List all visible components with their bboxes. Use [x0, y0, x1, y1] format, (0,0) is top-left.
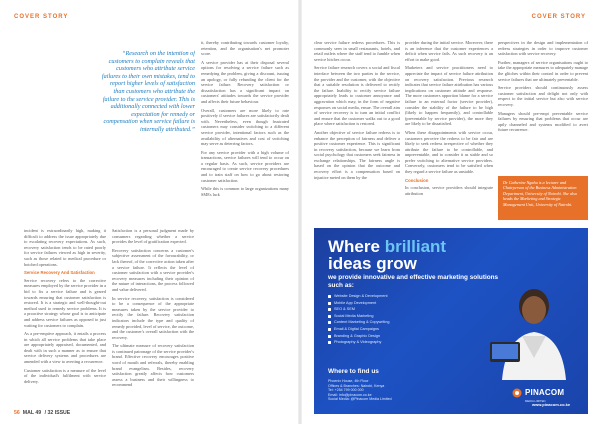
advertisement[interactable]	[314, 228, 588, 414]
paragraph: As a pre-emptive approach, it entails a process in which all service problems that take place are appropriately appraised, documented, and dealt with in such a manner as to ensure that service delivery systems and procedures are amended with a view to averting a recurrence.	[24, 331, 106, 365]
ad-website-link[interactable]: www.pinacom.co.ke	[532, 402, 571, 407]
paragraph: Service recovery refers to the corrective measures employed by the service provider in a bid to fix a service failure and is geared towards ensuring that customer satisfaction is restored. It is a strategic and well-thought-out method used to remedy service problems. It is a proactive strategy whose goal is to anticipate and address service failures as opposed to just waiting for customers to complain.	[24, 277, 106, 328]
brand-text	[525, 382, 564, 404]
left-column-2	[112, 228, 194, 408]
paragraph: Satisfaction is a personal judgment made by consumers regarding whether a service provides the level of gratification expected.	[112, 228, 194, 245]
paragraph: clear service failure redress procedures. This is commonly seen in small restaurants, hotels, and retail outlets where the staff tend to fumble when service hitches occur.	[314, 40, 400, 62]
paragraph: A service provider has at their disposal several options for resolving a service failure such as remedying the problem, giving a discount, issuing an apology, or fully refunding the client for the service failure. Recovery satisfaction or dissatisfaction has a significant impact on customers' attitudes towards the service provider and affects their future behaviour.	[201, 59, 289, 104]
right-column-1	[314, 40, 400, 210]
ad-headline	[328, 238, 446, 272]
check-icon	[328, 341, 331, 344]
contact-line: Phoenix House, 4th Floor	[328, 379, 369, 383]
list-item: Website Design & Development	[328, 294, 478, 299]
magazine-name: MAL 49	[22, 410, 42, 416]
paragraph: Service failure research covers a social and fiscal interface between the two parties to the service, the provider and the customer, with the objective that a suitable resolution is delivered to rectify the failure. Inability to rectify service failure appropriately leads to customer annoyance and aggravation which may, in the form of negative responses on social media, ensue. The overall aim of service recovery is to turn an initial conflict and ensure that the customer walks out to a good place where satisfaction is restored.	[314, 65, 400, 127]
list-item: Social Media Marketing	[328, 314, 478, 319]
ad-subheading: we provide innovative and effective marketing solutions such as:	[328, 274, 499, 289]
ad-services-list	[328, 294, 478, 347]
section-label-right: COVER STORY	[531, 14, 586, 20]
paragraph: For any service provider with a high volume of transactions, service failures will tend to occur on a regular basis. As such, service providers are encouraged to create service recovery procedures and to train staff on how to go about restoring customer satisfaction.	[201, 149, 289, 183]
paragraph: Marketers and service practitioners need to appreciate the impact of service failure attribution on recovery satisfaction. Previous research indicates that service failure attribution has various implications on customer attitude and response. The more customers apportion blame for a service failure to an external factor (service provider), consider the stability of the failure to be high (likely to happen frequently), and controllable (preventable by service provider), the more they are likely to be dissatisfied.	[405, 65, 493, 127]
subheading: Service Recovery And Satisfaction	[24, 270, 95, 276]
paragraph: Customer satisfaction is a measure of the level of the individual's fulfilment with service delivery.	[24, 367, 106, 384]
paragraph: Overall, customers are more likely to rate positively if service failures are satisfactorily dealt with. Nevertheless, even though frustrated customers may consider switching to a different service provider, intentional factors such as the availability of alternatives and cost of switching may serve as deterring factors.	[201, 107, 289, 147]
brand-tagline: MEDIA LIMITED	[525, 399, 546, 403]
ad-contact-block	[328, 379, 498, 402]
ad-headline-line2: ideas grow	[328, 254, 417, 273]
list-item: Branding & Graphic Design	[328, 334, 478, 339]
check-icon	[328, 315, 331, 318]
paragraph: In service recovery, satisfaction is considered to be a consequence of the appropriate measures taken by the service provider to rectify the failure. Recovery satisfaction indicators include the type and quality of remedy provided, level of service, the outcome, and the customer's overall satisfaction with the recovery.	[112, 295, 194, 340]
ad-headline-highlight: brilliant	[384, 237, 447, 256]
list-item: Email & Digital Campaigns	[328, 327, 478, 332]
contact-line: Tel: +254 799 000 000	[328, 388, 364, 393]
subheading: Conclusion	[405, 177, 429, 183]
list-item: Content Marketing & Copywriting	[328, 320, 478, 325]
section-label-left: COVER STORY	[14, 14, 69, 20]
check-icon	[328, 302, 331, 305]
paragraph: provider during the initial service. Moreover, there is an inference that the customer experiences a deficit when service fails. As such recovery is an effort to make good.	[405, 40, 493, 62]
paragraph: Further, managers of service organisations ought to take the appropriate measures to adequately manage the glitches within their control in order to prevent service failures that are ultimately preventable.	[498, 59, 588, 82]
contact-line: Offices & Branches: Nairobi, Kenya	[328, 383, 385, 388]
paragraph: In conclusion, service providers should integrate attribution	[405, 185, 493, 196]
check-icon	[328, 295, 331, 298]
right-column-3	[498, 40, 588, 166]
check-icon	[328, 328, 331, 331]
paragraph: Another objective of service failure redress is to enhance the perception of fairness and deliver a positive customer experience. This is significant in recovery satisfaction, because we learn from social psychology that customers seek fairness in exchange relationships. The fairness angle is based on the opinion that the outcome and recovery effort is a compensation based on injustice meted on them by the	[314, 129, 400, 180]
check-icon	[328, 321, 331, 324]
paragraph: The ultimate measure of recovery satisfaction is continued patronage of the service provider's brand. Effective recovery encourages positive word of mouth and referrals, thereby enabling brand evangelism. Besides, recovery satisfaction greatly affects how customers assess a business and their willingness to recommend	[112, 343, 194, 388]
paragraph: Service providers should continuously assess customer satisfaction and delight not only with respect to the initial service but also with service recovery.	[498, 85, 588, 107]
page-footer	[14, 410, 70, 416]
paragraph: it, thereby contributing towards customer loyalty, retention, and the organisation's net promoter score.	[201, 40, 289, 57]
paragraph: While this is common to large organizations many SMEs lack	[201, 186, 289, 197]
list-item: Mobile App Development	[328, 301, 478, 306]
paragraph: When these disappointments with service occur, customers perceive the redress to be fair and are likely to seek redress irrespective of whether they attribute the failure to be controllable, and unpreventable, and to consider it as stable and so prefer switching to alternative service providers. Conversely, customers tend to be satisfied when they regard a service failure as unstable.	[405, 129, 493, 175]
left-column-3	[201, 40, 289, 410]
paragraph: Recovery satisfaction concerns a customer's subjective assessment of the favourability, or lack thereof, of the corrective action taken after a service failure. It reflects the level of customer satisfaction with a service provider's recovery measures including their opinion of the nature of interactions, the process followed and value delivered.	[112, 247, 194, 292]
person-photo-icon	[482, 280, 578, 380]
left-column-1	[24, 228, 106, 408]
author-bio-box: Dr Catherine Ngahu is a lecturer and Chairperson of the Business Administration Department, University of Nairobi. She also heads the Marketing and Strategic Management Unit, University of Nairobi.	[498, 176, 588, 220]
list-item: SEO & SEM	[328, 307, 478, 312]
check-icon	[328, 335, 331, 338]
page-number: 56	[14, 410, 20, 416]
ad-headline-word: Where	[328, 237, 385, 256]
paragraph: perspectives in the design and implementation of redress strategies in order to improve customer satisfaction with service recovery.	[498, 40, 588, 57]
ad-location-title: Where to find us	[328, 368, 379, 375]
contact-line: Social Media: @Pinacom Media Limited	[328, 397, 392, 402]
right-column-2	[405, 40, 493, 210]
list-item: Photography & Videography	[328, 340, 478, 345]
issue-number: / 32 ISSUE	[44, 410, 71, 416]
check-icon	[328, 308, 331, 311]
paragraph: Managers should pre-empt preventable service failures by ensuring that problems that occur are aptly channeled and systems modified to avert future recurrence.	[498, 110, 588, 133]
ad-brand-logo[interactable]	[512, 382, 564, 404]
brand-mark-icon	[512, 388, 522, 398]
paragraph: incident is extraordinarily high, making it difficult to address the issue appropriately due to escalating recovery expectations. As such, recovery satisfaction tends to be rated poorly for service failures viewed as high in severity, such as those related to medical procedure or botched operations.	[24, 228, 106, 267]
pull-quote: “Research on the intention of customers to complain reveals that customers who attribute service failures to their own mistakes, tend to report higher levels of satisfaction than customers who attribute the failure to the service provider. This is additionally connected with lower expectation for remedy or compensation when service failure is internally attributed.”	[101, 50, 195, 133]
contact-line: Email: info@pinacom.co.ke	[328, 392, 372, 397]
brand-name: PINACOM	[525, 388, 565, 397]
right-page	[300, 0, 600, 424]
